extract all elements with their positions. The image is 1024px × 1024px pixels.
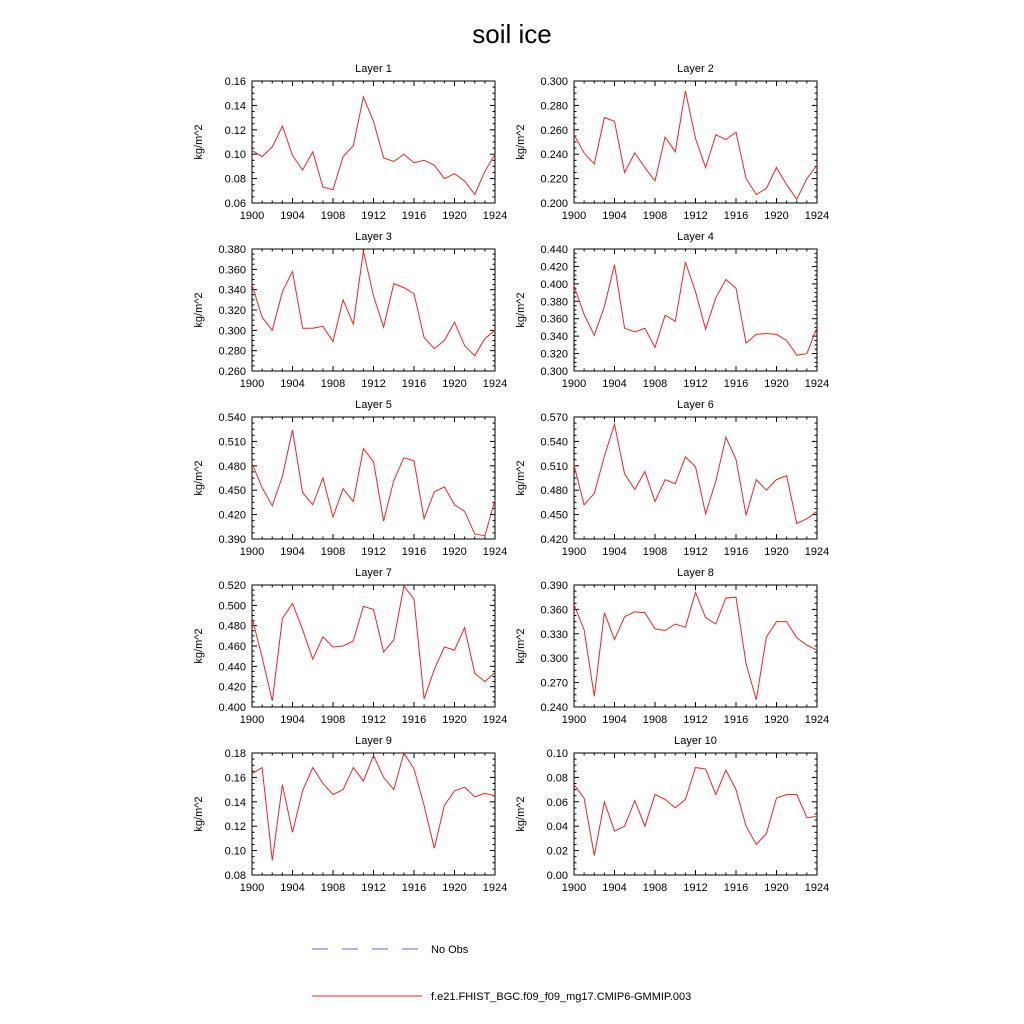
plot-frame: [574, 753, 817, 875]
figure-title: soil ice: [472, 19, 552, 49]
y-tick-label: 0.500: [218, 600, 246, 613]
y-tick-label: 0.420: [218, 509, 246, 522]
series-line: [574, 592, 817, 699]
y-tick-label: 0.520: [218, 580, 246, 592]
x-tick-label: 1908: [320, 546, 346, 558]
y-tick-label: 0.280: [540, 100, 568, 113]
panel-title: Layer 9: [355, 735, 392, 747]
y-tick-label: 0.420: [540, 534, 568, 546]
y-tick-label: 0.480: [218, 620, 246, 633]
y-axis-label: kg/m^2: [515, 796, 527, 832]
y-tick-label: 0.300: [218, 325, 246, 338]
y-axis-label: kg/m^2: [193, 796, 205, 832]
y-tick-label: 0.450: [540, 509, 568, 522]
y-tick-label: 0.260: [540, 124, 568, 137]
y-tick-label: 0.12: [224, 821, 246, 834]
x-tick-label: 1904: [602, 210, 627, 222]
series-line: [574, 262, 817, 355]
y-tick-label: 0.16: [224, 772, 246, 785]
x-tick-label: 1916: [723, 882, 749, 894]
y-tick-label: 0.18: [224, 748, 246, 760]
x-tick-label: 1900: [239, 714, 265, 726]
x-tick-label: 1920: [764, 882, 789, 894]
y-axis-label: kg/m^2: [515, 460, 527, 496]
y-tick-label: 0.08: [224, 870, 246, 882]
y-axis-label: kg/m^2: [193, 124, 205, 160]
y-tick-label: 0.14: [224, 796, 246, 809]
y-tick-label: 0.360: [540, 313, 568, 326]
y-tick-label: 0.510: [540, 460, 568, 473]
x-tick-label: 1904: [280, 714, 305, 726]
plot-frame: [252, 81, 495, 203]
plot-frame: [252, 417, 495, 539]
x-tick-label: 1916: [723, 210, 749, 222]
y-tick-label: 0.16: [224, 76, 246, 88]
y-tick-label: 0.320: [218, 305, 246, 317]
panel-title: Layer 2: [677, 63, 714, 75]
y-tick-label: 0.04: [546, 821, 568, 834]
panel-title: Layer 1: [355, 63, 392, 75]
plot-frame: [252, 249, 495, 371]
x-tick-label: 1900: [561, 546, 587, 558]
plot-frame: [252, 585, 495, 707]
x-tick-label: 1920: [764, 210, 789, 222]
x-tick-label: 1916: [723, 714, 749, 726]
x-tick-label: 1924: [482, 714, 508, 726]
y-tick-label: 0.08: [224, 173, 246, 186]
x-tick-label: 1908: [320, 378, 346, 390]
y-tick-label: 0.02: [546, 845, 568, 858]
x-tick-label: 1912: [683, 882, 708, 894]
y-tick-label: 0.220: [540, 173, 568, 186]
x-tick-label: 1924: [804, 546, 830, 558]
y-tick-label: 0.10: [546, 748, 568, 760]
chart-panel-3: [193, 231, 507, 390]
y-tick-label: 0.340: [218, 284, 246, 297]
x-tick-label: 1920: [764, 378, 789, 390]
x-tick-label: 1908: [320, 882, 346, 894]
chart-panel-9: [193, 735, 507, 894]
panel-title: Layer 10: [674, 735, 717, 747]
y-tick-label: 0.10: [224, 845, 246, 858]
series-line: [252, 251, 495, 356]
panel-title: Layer 4: [677, 231, 714, 243]
y-tick-label: 0.400: [540, 278, 568, 291]
y-tick-label: 0.260: [218, 366, 246, 378]
x-tick-label: 1900: [561, 714, 587, 726]
y-axis-label: kg/m^2: [515, 124, 527, 160]
y-tick-label: 0.540: [218, 412, 246, 424]
x-tick-label: 1900: [239, 882, 265, 894]
plot-frame: [574, 249, 817, 371]
y-tick-label: 0.460: [218, 641, 246, 653]
chart-panel-4: [515, 231, 829, 390]
x-tick-label: 1900: [561, 882, 587, 894]
chart-panel-6: [515, 399, 829, 558]
y-tick-label: 0.10: [224, 149, 246, 162]
panel-title: Layer 5: [355, 399, 392, 411]
x-tick-label: 1912: [361, 714, 386, 726]
panels: [193, 63, 829, 894]
y-tick-label: 0.00: [546, 870, 568, 882]
series-line: [252, 97, 495, 195]
y-tick-label: 0.360: [218, 264, 246, 277]
series-line: [574, 768, 817, 856]
x-tick-label: 1912: [683, 378, 708, 390]
series-line: [574, 424, 817, 523]
x-tick-label: 1920: [442, 546, 467, 558]
y-tick-label: 0.480: [540, 485, 568, 498]
x-tick-label: 1912: [361, 546, 386, 558]
y-tick-label: 0.200: [540, 198, 568, 210]
y-tick-label: 0.240: [540, 702, 568, 714]
y-tick-label: 0.280: [218, 345, 246, 358]
x-tick-label: 1900: [561, 378, 587, 390]
x-tick-label: 1900: [239, 378, 265, 390]
y-tick-label: 0.14: [224, 100, 246, 113]
y-tick-label: 0.440: [218, 661, 246, 674]
x-tick-label: 1916: [401, 714, 427, 726]
chart-panel-10: [515, 735, 829, 894]
y-axis-label: kg/m^2: [515, 292, 527, 328]
y-axis-label: kg/m^2: [193, 628, 205, 664]
panel-title: Layer 7: [355, 567, 392, 579]
x-tick-label: 1908: [642, 882, 668, 894]
panel-title: Layer 8: [677, 567, 714, 579]
legend-label-model: f.e21.FHIST_BGC.f09_f09_mg17.CMIP6-GMMIP.003: [431, 991, 692, 1003]
x-tick-label: 1908: [642, 546, 668, 558]
y-tick-label: 0.440: [540, 244, 568, 256]
y-tick-label: 0.300: [540, 366, 568, 378]
x-tick-label: 1912: [683, 546, 708, 558]
y-tick-label: 0.330: [540, 628, 568, 641]
y-tick-label: 0.300: [540, 76, 568, 88]
y-tick-label: 0.540: [540, 436, 568, 449]
y-tick-label: 0.390: [218, 534, 246, 546]
panel-title: Layer 3: [355, 231, 392, 243]
x-tick-label: 1924: [804, 210, 830, 222]
y-tick-label: 0.270: [540, 677, 568, 690]
y-tick-label: 0.12: [224, 124, 246, 137]
x-tick-label: 1920: [442, 882, 467, 894]
x-tick-label: 1904: [602, 378, 627, 390]
x-tick-label: 1912: [361, 210, 386, 222]
x-tick-label: 1920: [764, 714, 789, 726]
y-tick-label: 0.390: [540, 580, 568, 592]
x-tick-label: 1920: [442, 714, 467, 726]
panel-title: Layer 6: [677, 399, 714, 411]
y-tick-label: 0.510: [218, 436, 246, 449]
x-tick-label: 1912: [683, 714, 708, 726]
x-tick-label: 1920: [442, 378, 467, 390]
y-tick-label: 0.420: [540, 261, 568, 274]
x-tick-label: 1920: [764, 546, 789, 558]
x-tick-label: 1916: [401, 210, 427, 222]
x-tick-label: 1924: [804, 378, 830, 390]
y-tick-label: 0.480: [218, 460, 246, 473]
chart-panel-2: [515, 63, 829, 222]
x-tick-label: 1924: [482, 378, 508, 390]
y-tick-label: 0.380: [218, 244, 246, 256]
y-tick-label: 0.340: [540, 331, 568, 344]
y-tick-label: 0.400: [218, 702, 246, 714]
legend: [312, 944, 691, 1003]
y-tick-label: 0.06: [546, 796, 568, 809]
x-tick-label: 1900: [239, 546, 265, 558]
x-tick-label: 1904: [280, 210, 305, 222]
x-tick-label: 1904: [280, 546, 305, 558]
series-line: [252, 430, 495, 536]
x-tick-label: 1908: [320, 210, 346, 222]
x-tick-label: 1924: [482, 882, 508, 894]
x-tick-label: 1916: [723, 546, 749, 558]
chart-panel-7: [193, 567, 507, 726]
series-line: [574, 91, 817, 200]
x-tick-label: 1908: [642, 210, 668, 222]
x-tick-label: 1900: [239, 210, 265, 222]
x-tick-label: 1920: [442, 210, 467, 222]
y-tick-label: 0.06: [224, 198, 246, 210]
x-tick-label: 1904: [602, 882, 627, 894]
x-tick-label: 1924: [482, 210, 508, 222]
y-tick-label: 0.420: [218, 681, 246, 694]
y-tick-label: 0.450: [218, 485, 246, 498]
series-line: [252, 753, 495, 860]
chart-panel-5: [193, 399, 507, 558]
y-tick-label: 0.08: [546, 772, 568, 785]
x-tick-label: 1912: [683, 210, 708, 222]
y-tick-label: 0.300: [540, 653, 568, 666]
x-tick-label: 1904: [602, 714, 627, 726]
x-tick-label: 1904: [280, 378, 305, 390]
y-tick-label: 0.240: [540, 149, 568, 162]
y-axis-label: kg/m^2: [193, 292, 205, 328]
x-tick-label: 1900: [561, 210, 587, 222]
x-tick-label: 1924: [804, 882, 830, 894]
x-tick-label: 1908: [642, 714, 668, 726]
y-tick-label: 0.570: [540, 412, 568, 424]
x-tick-label: 1916: [401, 378, 427, 390]
x-tick-label: 1908: [642, 378, 668, 390]
chart-panel-8: [515, 567, 829, 726]
x-tick-label: 1904: [280, 882, 305, 894]
x-tick-label: 1916: [401, 882, 427, 894]
x-tick-label: 1916: [723, 378, 749, 390]
x-tick-label: 1908: [320, 714, 346, 726]
chart-panel-1: [193, 63, 507, 222]
series-line: [252, 586, 495, 701]
plot-frame: [574, 585, 817, 707]
y-axis-label: kg/m^2: [515, 628, 527, 664]
y-tick-label: 0.380: [540, 296, 568, 309]
y-tick-label: 0.360: [540, 604, 568, 617]
y-tick-label: 0.320: [540, 348, 568, 361]
x-tick-label: 1904: [602, 546, 627, 558]
x-tick-label: 1916: [401, 546, 427, 558]
x-tick-label: 1924: [482, 546, 508, 558]
legend-label-no-obs: No Obs: [431, 944, 469, 956]
x-tick-label: 1912: [361, 882, 386, 894]
x-tick-label: 1912: [361, 378, 386, 390]
x-tick-label: 1924: [804, 714, 830, 726]
y-axis-label: kg/m^2: [193, 460, 205, 496]
plot-frame: [574, 81, 817, 203]
